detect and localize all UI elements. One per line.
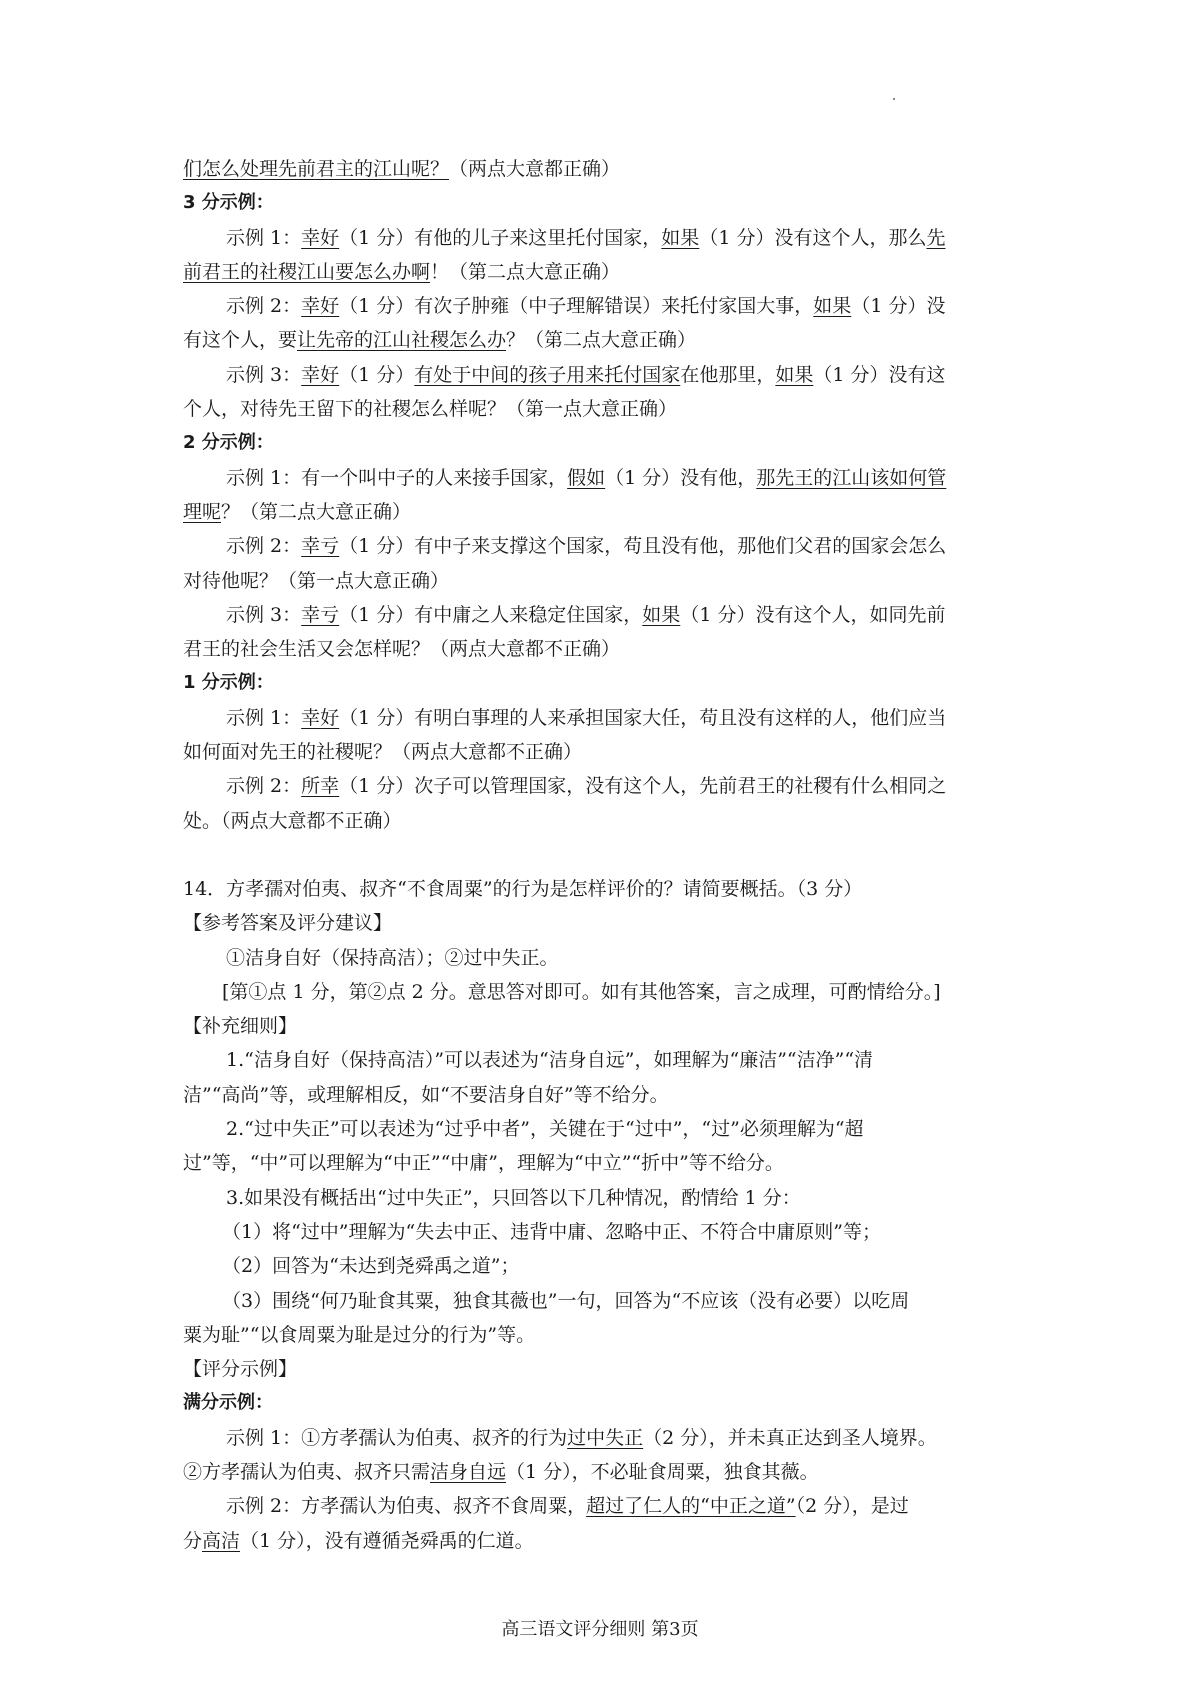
- document-body: [183, 152, 1033, 1558]
- text-segment: 示例 2：方孝孺认为伯夷、叔齐不食周粟，: [226, 1495, 587, 1518]
- text-line: [183, 632, 1033, 666]
- underlined-text: 超过了仁人的“中正之道”: [586, 1495, 796, 1518]
- text-line: [183, 323, 1033, 357]
- text-segment: 示例 3：: [226, 603, 302, 626]
- text-segment: 示例 2：: [226, 295, 302, 318]
- text-line: [183, 1421, 1033, 1455]
- text-segment: ①洁身自好（保持高洁）；②过中失正。: [226, 946, 559, 969]
- text-segment: 【补充细则】: [183, 1015, 298, 1038]
- text-segment: 洁”“高尚”等，或理解相反，如“不要洁身自好”等不给分。: [183, 1083, 669, 1106]
- text-line: [183, 1009, 1033, 1043]
- text-segment: （2 分），是过: [795, 1495, 909, 1518]
- underlined-text: 所幸: [301, 775, 340, 798]
- text-segment: 示例 2：: [226, 775, 302, 798]
- text-line: [183, 1181, 1033, 1215]
- text-line: [183, 495, 1033, 529]
- text-segment: 3 分示例：: [183, 192, 274, 214]
- underlined-text: 过中失正: [567, 1426, 644, 1449]
- text-segment: 满分示例：: [183, 1392, 273, 1414]
- text-line: [183, 186, 1033, 220]
- text-line: [183, 735, 1033, 769]
- text-segment: （1 分）没有这个人，那么: [699, 226, 927, 249]
- text-segment: 过”等，“中”可以理解为“中正”“中庸”，理解为“中立”“折中”等不给分。: [183, 1152, 784, 1175]
- text-segment: （1）将“过中”理解为“失去中正、违背中庸、忽略中正、不符合中庸原则”等；: [222, 1220, 881, 1243]
- text-segment: （1 分），没有遵循尧舜禹的仁道。: [240, 1529, 534, 1552]
- text-line: [183, 872, 1033, 906]
- underlined-text: 幸好: [301, 226, 340, 249]
- underlined-text: 如果: [813, 295, 852, 318]
- text-segment: （2）回答为“未达到尧舜禹之道”；: [222, 1255, 520, 1278]
- text-segment: （1 分）有他的儿子来这里托付国家，: [339, 226, 662, 249]
- text-segment: 在他那里，: [680, 363, 776, 386]
- text-segment: [第①点 1 分，第②点 2 分。意思答对即可。如有其他答案，言之成理，可酌情给分。]: [222, 980, 941, 1003]
- text-line: [183, 1078, 1033, 1112]
- text-segment: 如何面对先王的社稷呢？（两点大意都不正确）: [183, 741, 583, 764]
- text-segment: 示例 3：: [226, 363, 302, 386]
- text-segment: ？（第二点大意正确）: [506, 329, 697, 352]
- text-line: [183, 564, 1033, 598]
- text-line: [183, 426, 1033, 460]
- underlined-text: 们怎么处理先前君主的江山呢？: [183, 158, 450, 180]
- underlined-text: 如果: [661, 226, 700, 249]
- text-segment: （两点大意都正确）: [449, 158, 621, 180]
- text-line: [183, 1249, 1033, 1283]
- page-footer: 高三语文评分细则 第3页: [501, 1619, 699, 1640]
- speck-mark: [893, 98, 895, 100]
- text-segment: 有这个人，要: [183, 329, 298, 352]
- text-segment: ？（第二点大意正确）: [221, 500, 412, 523]
- underlined-text: 先: [926, 226, 946, 249]
- text-line: [183, 1489, 1033, 1523]
- text-line: [183, 666, 1033, 700]
- text-segment: 2.“过中失正”可以表述为“过乎中者”，关键在于“过中”，“过”必须理解为“超: [226, 1118, 864, 1141]
- text-line: [183, 152, 1033, 186]
- text-line: [183, 1112, 1033, 1146]
- text-segment: 示例 2：: [226, 535, 302, 558]
- underlined-text: 有处于中间的孩子用来托付国家: [414, 363, 681, 386]
- underlined-text: 幸亏: [301, 603, 340, 626]
- text-line: [183, 1352, 1033, 1386]
- text-segment: 1.“洁身自好（保持高洁）”可以表述为“洁身自远”，如理解为“廉洁”“洁净”“清: [226, 1049, 874, 1072]
- text-segment: 【参考答案及评分建议】: [183, 912, 393, 935]
- underlined-text: 幸好: [301, 363, 340, 386]
- text-segment: 示例 1：①方孝孺认为伯夷、叔齐的行为: [226, 1426, 568, 1449]
- text-line: [183, 975, 1033, 1009]
- text-segment: （1 分）次子可以管理国家，没有这个人，先前君王的社稷有什么相同之: [339, 775, 947, 798]
- underlined-text: 那先王的江山该如何管: [756, 466, 947, 489]
- text-segment: （2 分），并未真正达到圣人境界。: [643, 1426, 937, 1449]
- underlined-text: 如果: [642, 603, 681, 626]
- text-line: [183, 255, 1033, 289]
- underlined-text: 洁身自远: [430, 1460, 507, 1483]
- text-segment: 【评分示例】: [183, 1358, 298, 1381]
- text-segment: 处。（两点大意都不正确）: [183, 809, 402, 832]
- text-segment: 1 分示例：: [183, 672, 274, 694]
- underlined-text: 如果: [775, 363, 814, 386]
- text-segment: ！（第二点大意正确）: [430, 260, 621, 283]
- text-line: [183, 358, 1033, 392]
- text-line: [183, 289, 1033, 323]
- text-segment: （1 分）没有他，: [605, 466, 757, 489]
- text-segment: 2 分示例：: [183, 432, 274, 454]
- text-segment: 对待他呢？（第一点大意正确）: [183, 569, 450, 592]
- text-line: [183, 1524, 1033, 1558]
- underlined-text: 前君王的社稷江山要怎么办啊: [183, 260, 431, 283]
- text-line: [183, 221, 1033, 255]
- text-line: [183, 941, 1033, 975]
- text-line: [183, 1318, 1033, 1352]
- text-segment: （1 分）有中子来支撑这个国家，苟且没有他，那他们父君的国家会怎么: [339, 535, 947, 558]
- text-line: [183, 392, 1033, 426]
- text-segment: 示例 1：: [226, 706, 302, 729]
- text-segment: ②方孝孺认为伯夷、叔齐只需: [183, 1460, 431, 1483]
- underlined-text: 幸好: [301, 295, 340, 318]
- underlined-text: 理呢: [183, 500, 222, 523]
- text-line: [183, 1146, 1033, 1180]
- text-segment: （1 分），不必耻食周粟，独食其薇。: [506, 1460, 819, 1483]
- text-segment: 个人，对待先王留下的社稷怎么样呢？（第一点大意正确）: [183, 398, 678, 421]
- text-segment: 示例 1：: [226, 226, 302, 249]
- text-segment: 14．方孝孺对伯夷、叔齐“不食周粟”的行为是怎样评价的？请简要概括。（3 分）: [183, 877, 863, 900]
- text-segment: 君王的社会生活又会怎样呢？（两点大意都不正确）: [183, 638, 621, 661]
- text-segment: （1 分）: [339, 363, 415, 386]
- text-segment: （1 分）没有这: [813, 363, 946, 386]
- text-segment: 分: [183, 1529, 203, 1552]
- text-segment: （1 分）没: [851, 295, 946, 318]
- text-line: [183, 1386, 1033, 1420]
- underlined-text: 让先帝的江山社稷怎么办: [297, 329, 507, 352]
- underlined-text: 高洁: [202, 1529, 241, 1552]
- text-segment: （3）围绕“何乃耻食其粟，独食其薇也”一句，回答为“不应该（没有必要）以吃周: [222, 1289, 910, 1312]
- underlined-text: 假如: [567, 466, 606, 489]
- text-line: [183, 906, 1033, 940]
- text-segment: （1 分）有明白事理的人来承担国家大任，苟且没有这样的人，他们应当: [339, 706, 947, 729]
- text-segment: 粟为耻”“以食周粟为耻是过分的行为”等。: [183, 1323, 536, 1346]
- text-line: [183, 598, 1033, 632]
- underlined-text: 幸好: [301, 706, 340, 729]
- text-line: [183, 804, 1033, 838]
- text-segment: （1 分）有次子肿雍（中子理解错误）来托付家国大事，: [339, 295, 814, 318]
- blank-line: [183, 838, 1033, 872]
- text-line: [183, 701, 1033, 735]
- text-segment: （1 分）有中庸之人来稳定住国家，: [339, 603, 643, 626]
- text-segment: 示例 1：有一个叫中子的人来接手国家，: [226, 466, 568, 489]
- underlined-text: 幸亏: [301, 535, 340, 558]
- text-line: [183, 1043, 1033, 1077]
- text-line: [183, 769, 1033, 803]
- text-segment: （1 分）没有这个人，如同先前: [680, 603, 946, 626]
- text-line: [183, 461, 1033, 495]
- text-line: [183, 1284, 1033, 1318]
- text-line: [183, 1455, 1033, 1489]
- text-line: [183, 1215, 1033, 1249]
- text-segment: 3.如果没有概括出“过中失正”，只回答以下几种情况，酌情给 1 分：: [226, 1186, 801, 1209]
- text-line: [183, 529, 1033, 563]
